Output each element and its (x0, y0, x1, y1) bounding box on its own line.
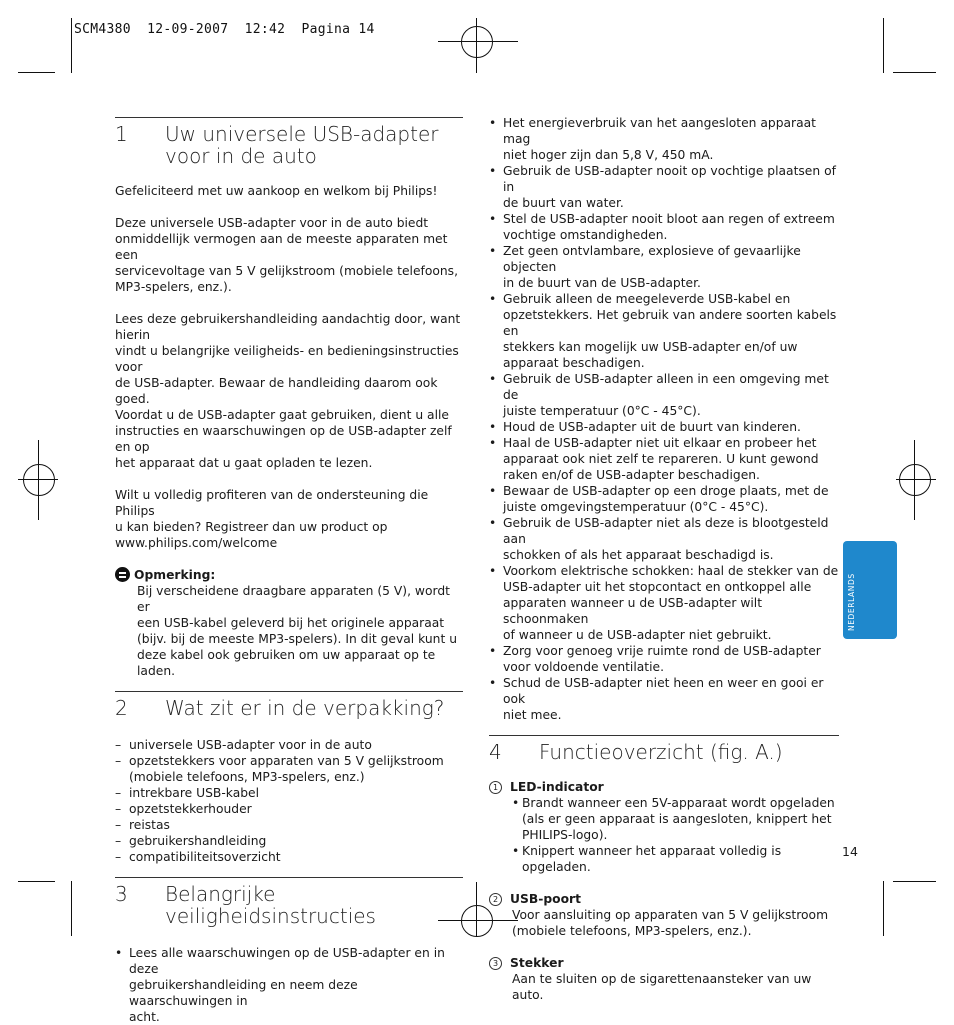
language-tab-label: NEDERLANDS (847, 573, 856, 631)
feature-title: USB-poort (510, 892, 581, 906)
text-line: Lees deze gebruikershandleiding aandachtig door, want hierin (115, 312, 461, 342)
text-line: Voordat u de USB-adapter gaat gebruiken, dient u alle (115, 408, 449, 422)
list-item: • Gebruik alleen de meegeleverde USB-kabel en opzetstekkers. Het gebruik van andere soorten kabels en stekkers kan mogelijk uw USB-adapter en/of uw apparaat beschadigen. (489, 292, 837, 370)
feature-usb-port (489, 891, 839, 939)
list-item: – gebruikershandleiding (115, 834, 267, 848)
list-item: – opzetstekkers voor apparaten van 5 V gelijkstroom (mobiele telefoons, MP3-spelers, enz.) (115, 754, 444, 784)
text-line: een USB-kabel geleverd bij het originele apparaat (137, 616, 445, 630)
list-item: • Brandt wanneer een 5V-apparaat wordt opgeladen (als er geen apparaat is aangesloten, knippert het PHILIPS-logo). (512, 796, 835, 842)
list-item: • Lees alle waarschuwingen op de USB-adapter en in deze gebruikershandleiding en neem deze waarschuwingen in acht. (115, 946, 445, 1024)
callout-marker: 2 (489, 893, 502, 906)
page-number: 14 (842, 844, 858, 859)
text-line: het apparaat dat u gaat opladen te lezen. (115, 456, 373, 470)
section-rule (115, 117, 463, 118)
text-line: Aan te sluiten op de sigarettenaansteker van uw auto. (512, 972, 812, 1002)
text-line: Wilt u volledig profiteren van de ondersteuning die Philips (115, 488, 429, 518)
welcome-paragraph: Gefeliciteerd met uw aankoop en welkom bij Philips! (115, 184, 438, 198)
feature-title: Stekker (510, 956, 564, 970)
section-number: 4 (489, 740, 502, 764)
feature-title: LED-indicator (510, 780, 604, 794)
text-line: MP3-spelers, enz.). (115, 280, 232, 294)
note-block (115, 567, 463, 679)
text-line: de USB-adapter. Bewaar de handleiding daarom ook goed. (115, 376, 438, 406)
feature-led (489, 779, 839, 875)
list-item: • Gebruik de USB-adapter alleen in een omgeving met de juiste temperatuur (0°C - 45°C). (489, 372, 829, 418)
list-item: • Zorg voor genoeg vrije ruimte rond de USB-adapter voor voldoende ventilatie. (489, 644, 821, 674)
list-item: • Knippert wanneer het apparaat volledig is opgeladen. (512, 844, 782, 874)
list-item: – compatibiliteitsoverzicht (115, 850, 281, 864)
list-item: • Zet geen ontvlambare, explosieve of gevaarlijke objecten in de buurt van de USB-adapter. (489, 244, 801, 290)
website-link[interactable]: www.philips.com/welcome (115, 536, 278, 550)
list-item: – reistas (115, 818, 170, 832)
section-title: Functieoverzicht (fig. A.) (539, 740, 783, 764)
list-item: – opzetstekkerhouder (115, 802, 252, 816)
text-line: onmiddellijk vermogen aan de meeste apparaten met een (115, 232, 448, 262)
text-line: u kan bieden? Registreer dan uw product op (115, 520, 388, 534)
callout-marker: 1 (489, 781, 502, 794)
package-contents-list (115, 737, 463, 865)
list-item: • Gebruik de USB-adapter nooit op vochtige plaatsen of in de buurt van water. (489, 164, 836, 210)
section-title: Uw universele USB-adapter voor in de auto (165, 122, 439, 168)
text-line: Bij verscheidene draagbare apparaten (5 V), wordt er (137, 584, 450, 614)
right-column (489, 115, 839, 1003)
section-title: Belangrijke veiligheidsinstructies (165, 882, 376, 928)
text-line: (bijv. bij de meeste MP3-spelers). In dit geval kunt u (137, 632, 457, 646)
list-item: – intrekbare USB-kabel (115, 786, 260, 800)
callout-marker: 3 (489, 957, 502, 970)
section-number: 2 (115, 696, 128, 720)
section-3-heading (115, 883, 463, 927)
section-rule (115, 877, 463, 878)
text-line: vindt u belangrijke veiligheids- en bedieningsinstructies voor (115, 344, 459, 374)
list-item: – universele USB-adapter voor in de auto (115, 738, 372, 752)
section-4-heading (489, 741, 839, 763)
list-item: • Stel de USB-adapter nooit bloot aan regen of extreem vochtige omstandigheden. (489, 212, 835, 242)
section-2-heading (115, 697, 463, 719)
safety-list-start (115, 945, 463, 1025)
list-item: • Voorkom elektrische schokken: haal de stekker van de USB-adapter uit het stopcontact en ontkoppel alle apparaten wanneer u de USB-adapter wilt schoonmaken of wanneer u de USB-adapter niet gebruikt. (489, 564, 839, 642)
register-paragraph (115, 487, 463, 551)
text-line: (mobiele telefoons, MP3-spelers, enz.). (512, 924, 752, 938)
list-item: • Houd de USB-adapter uit de buurt van kinderen. (489, 420, 801, 434)
list-item: • Haal de USB-adapter niet uit elkaar en probeer het apparaat ook niet zelf te repareren. U kunt gewond raken en/of de USB-adapter beschadigen. (489, 436, 819, 482)
section-rule (115, 691, 463, 692)
intro-paragraph (115, 215, 463, 295)
section-number: 3 (115, 882, 128, 906)
note-icon (115, 567, 130, 582)
section-rule (489, 735, 839, 736)
feature-plug (489, 955, 839, 1003)
left-column (115, 117, 463, 1025)
print-slug: SCM4380 12-09-2007 12:42 Pagina 14 (74, 22, 375, 37)
note-label: Opmerking: (134, 568, 216, 582)
safety-list (489, 115, 839, 723)
section-1-heading (115, 123, 463, 167)
text-line: instructies en waarschuwingen op de USB-adapter zelf en op (115, 424, 452, 454)
section-number: 1 (115, 122, 128, 146)
list-item: • Het energieverbruik van het aangesloten apparaat mag niet hoger zijn dan 5,8 V, 450 mA. (489, 116, 816, 162)
text-line: Deze universele USB-adapter voor in de auto biedt (115, 216, 429, 230)
text-line: servicevoltage van 5 V gelijkstroom (mobiele telefoons, (115, 264, 458, 278)
text-line: Voor aansluiting op apparaten van 5 V gelijkstroom (512, 908, 829, 922)
language-tab (843, 541, 897, 639)
text-line: deze kabel ook gebruiken om uw apparaat op te laden. (137, 648, 436, 678)
read-manual-paragraph (115, 311, 463, 471)
list-item: • Schud de USB-adapter niet heen en weer en gooi er ook niet mee. (489, 676, 824, 722)
list-item: • Bewaar de USB-adapter op een droge plaats, met de juiste omgevingstemperatuur (0°C - 45°C). (489, 484, 829, 514)
section-title: Wat zit er in de verpakking? (165, 696, 445, 720)
list-item: • Gebruik de USB-adapter niet als deze is blootgesteld aan schokken of als het apparaat beschadigd is. (489, 516, 829, 562)
